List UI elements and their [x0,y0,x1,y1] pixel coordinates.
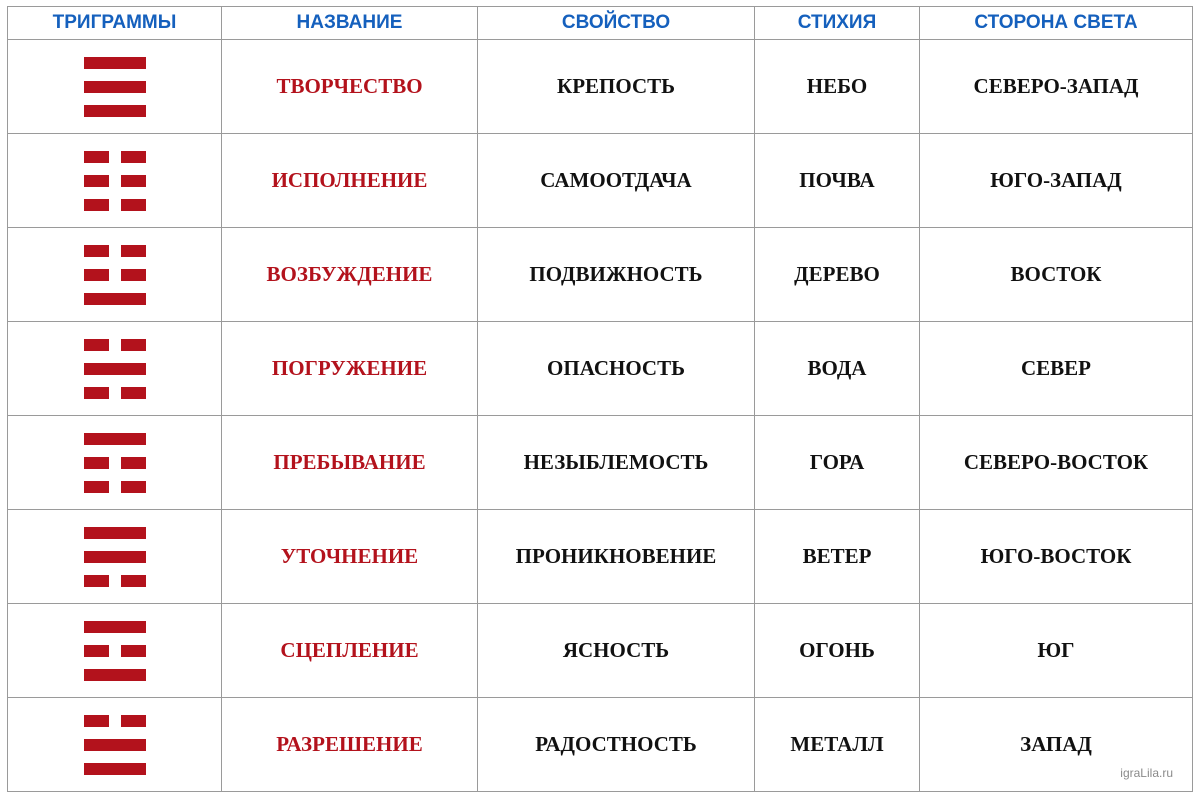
trigram-direction: ЮГО-ЗАПАД [920,134,1193,228]
trigram-solid-line [84,293,146,305]
trigram-solid-line [84,763,146,775]
trigram-icon [84,151,146,211]
table-row [8,134,1193,228]
trigram-broken-line [84,151,146,163]
trigram-name: УТОЧНЕНИЕ [222,510,478,604]
trigram-icon [84,57,146,117]
trigram-broken-line [84,645,146,657]
trigram-icon [84,245,146,305]
trigram-broken-line [84,387,146,399]
trigram-solid-line [84,105,146,117]
trigram-element: ОГОНЬ [755,604,920,698]
table-row [8,604,1193,698]
trigram-broken-line [84,481,146,493]
trigram-element: ДЕРЕВО [755,228,920,322]
trigram-cell [8,604,222,698]
trigram-name: ВОЗБУЖДЕНИЕ [222,228,478,322]
trigram-property: ПРОНИКНОВЕНИЕ [478,510,755,604]
trigram-broken-line [84,245,146,257]
trigram-property: ЯСНОСТЬ [478,604,755,698]
trigram-element: ПОЧВА [755,134,920,228]
table-row [8,228,1193,322]
trigram-cell [8,416,222,510]
trigram-solid-line [84,81,146,93]
trigram-property: САМООТДАЧА [478,134,755,228]
trigram-direction: СЕВЕР [920,322,1193,416]
trigram-cell [8,322,222,416]
header-direction: СТОРОНА СВЕТА [920,7,1193,40]
trigram-direction: СЕВЕРО-ВОСТОК [920,416,1193,510]
trigram-cell [8,134,222,228]
trigram-solid-line [84,527,146,539]
trigram-direction: СЕВЕРО-ЗАПАД [920,40,1193,134]
trigram-solid-line [84,363,146,375]
trigram-solid-line [84,433,146,445]
trigram-broken-line [84,339,146,351]
trigram-cell [8,698,222,792]
trigram-name: СЦЕПЛЕНИЕ [222,604,478,698]
trigram-name: ПРЕБЫВАНИЕ [222,416,478,510]
trigram-table-container [7,6,1193,792]
trigram-element: ВЕТЕР [755,510,920,604]
table-row [8,322,1193,416]
trigram-solid-line [84,739,146,751]
trigram-icon [84,527,146,587]
trigram-table [7,6,1193,792]
trigram-direction: ЮГО-ВОСТОК [920,510,1193,604]
watermark: igraLila.ru [1120,766,1173,780]
trigram-name: ТВОРЧЕСТВО [222,40,478,134]
trigram-cell [8,510,222,604]
trigram-element: НЕБО [755,40,920,134]
trigram-element: ВОДА [755,322,920,416]
header-row [8,7,1193,40]
trigram-element: МЕТАЛЛ [755,698,920,792]
trigram-direction: ЗАПАД [920,698,1193,792]
trigram-name: ПОГРУЖЕНИЕ [222,322,478,416]
trigram-direction: ЮГ [920,604,1193,698]
trigram-broken-line [84,175,146,187]
header-name: НАЗВАНИЕ [222,7,478,40]
header-element: СТИХИЯ [755,7,920,40]
trigram-broken-line [84,199,146,211]
trigram-icon [84,621,146,681]
trigram-icon [84,339,146,399]
trigram-property: ОПАСНОСТЬ [478,322,755,416]
trigram-broken-line [84,715,146,727]
trigram-element: ГОРА [755,416,920,510]
trigram-name: РАЗРЕШЕНИЕ [222,698,478,792]
trigram-icon [84,715,146,775]
header-trigrams: ТРИГРАММЫ [8,7,222,40]
trigram-property: ПОДВИЖНОСТЬ [478,228,755,322]
trigram-direction: ВОСТОК [920,228,1193,322]
trigram-property: РАДОСТНОСТЬ [478,698,755,792]
table-row [8,698,1193,792]
trigram-broken-line [84,457,146,469]
trigram-cell [8,40,222,134]
trigram-broken-line [84,269,146,281]
trigram-name: ИСПОЛНЕНИЕ [222,134,478,228]
trigram-solid-line [84,57,146,69]
table-row [8,510,1193,604]
trigram-cell [8,228,222,322]
table-row [8,416,1193,510]
header-property: СВОЙСТВО [478,7,755,40]
trigram-solid-line [84,621,146,633]
trigram-property: НЕЗЫБЛЕМОСТЬ [478,416,755,510]
trigram-icon [84,433,146,493]
table-row [8,40,1193,134]
trigram-solid-line [84,669,146,681]
trigram-solid-line [84,551,146,563]
trigram-broken-line [84,575,146,587]
trigram-property: КРЕПОСТЬ [478,40,755,134]
